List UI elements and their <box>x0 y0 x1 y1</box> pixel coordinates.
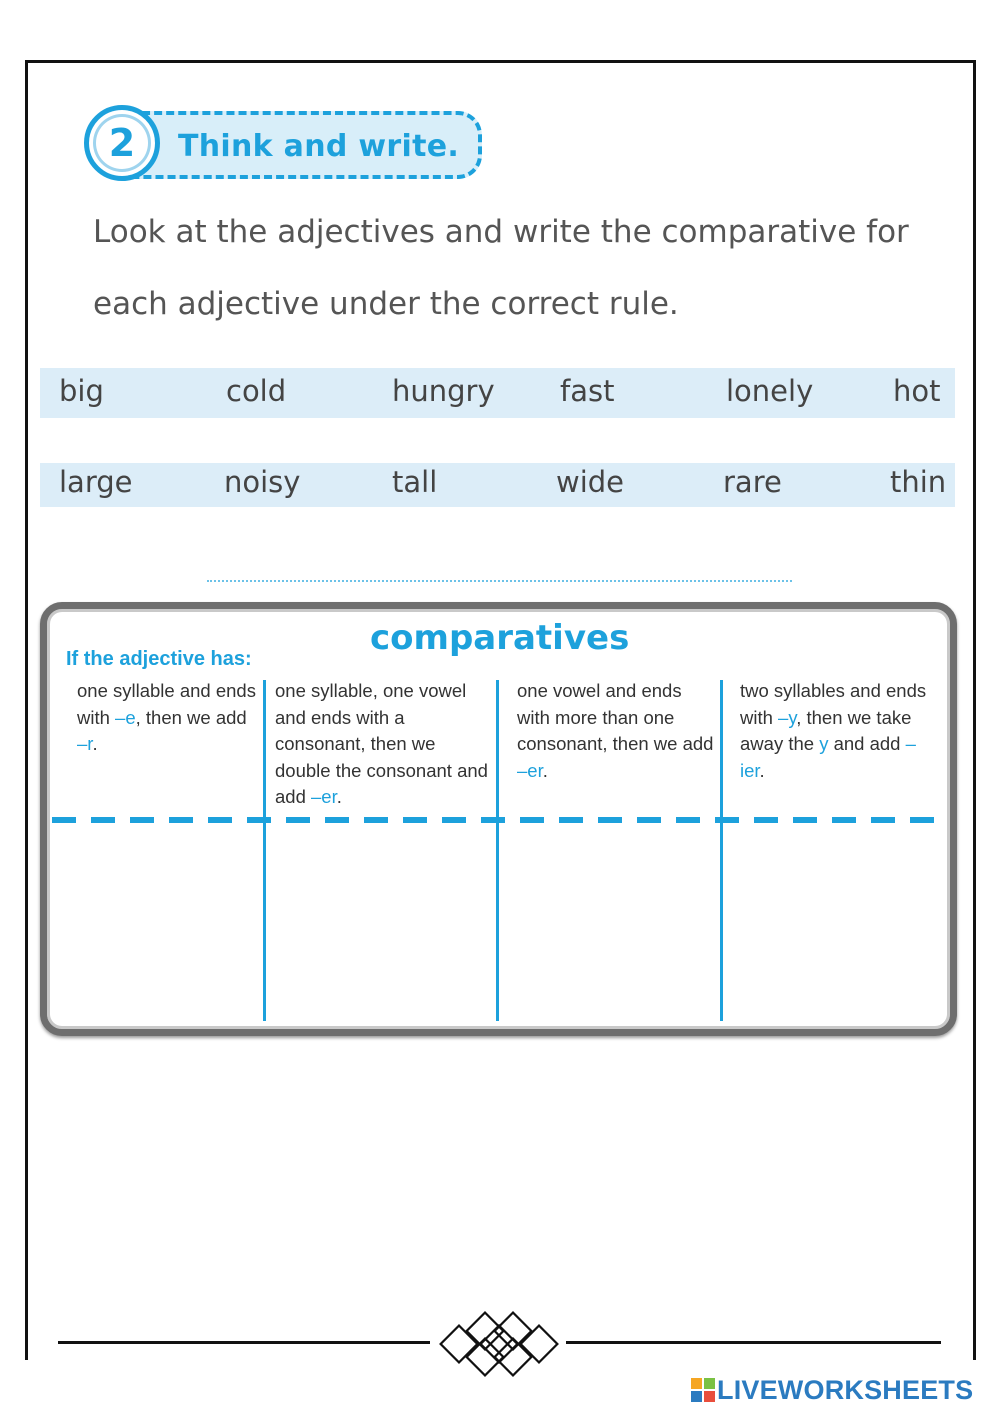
rule-column-3: one vowel and ends with more than one consonant, then we add –er. <box>517 680 714 781</box>
word-item: tall <box>392 465 438 499</box>
liveworksheets-logo-icon <box>691 1378 715 1402</box>
liveworksheets-logo <box>691 1375 973 1405</box>
word-item: lonely <box>726 374 814 408</box>
word-item: big <box>59 374 104 408</box>
exercise-title: Think and write. <box>178 129 460 164</box>
word-item: large <box>59 465 133 499</box>
column-divider <box>263 680 266 1021</box>
footer-rule-right <box>566 1341 941 1344</box>
footer-rule-left <box>58 1341 430 1344</box>
word-item: rare <box>723 465 782 499</box>
word-item: thin <box>890 465 947 499</box>
exercise-number-circle <box>84 105 160 181</box>
answer-area-3[interactable] <box>501 826 718 1016</box>
answer-area-2[interactable] <box>268 826 494 1016</box>
word-bank-row-1 <box>40 368 955 418</box>
exercise-badge <box>84 105 484 185</box>
table-intro: If the adjective has: <box>66 648 252 670</box>
word-item: hot <box>893 374 941 408</box>
diamond-ornament-icon <box>434 1306 564 1382</box>
column-divider <box>720 680 723 1021</box>
dashed-divider <box>52 817 945 823</box>
word-item: fast <box>560 374 615 408</box>
rule-column-4: two syllables and ends with –y, then we take away the y and add –ier. <box>740 680 927 781</box>
word-item: hungry <box>392 374 495 408</box>
instruction-line-1: Look at the adjectives and write the comparative for <box>93 214 909 250</box>
word-bank-row-2 <box>40 463 955 507</box>
word-item: wide <box>556 465 625 499</box>
exercise-number: 2 <box>108 121 136 165</box>
rule-column-1: one syllable and ends with –e, then we add –r. <box>77 680 256 754</box>
column-divider <box>496 680 499 1021</box>
answer-area-1[interactable] <box>50 826 261 1016</box>
answer-area-4[interactable] <box>725 826 945 1016</box>
word-item: noisy <box>224 465 301 499</box>
dotted-separator <box>207 580 792 582</box>
rule-column-2: one syllable, one vowel and ends with a consonant, then we double the consonant and add –er. <box>275 680 488 807</box>
logo-text: LIVEWORKSHEETS <box>717 1374 974 1405</box>
instruction-line-2: each adjective under the correct rule. <box>93 286 679 322</box>
word-item: cold <box>226 374 287 408</box>
table-title: comparatives <box>370 618 630 658</box>
